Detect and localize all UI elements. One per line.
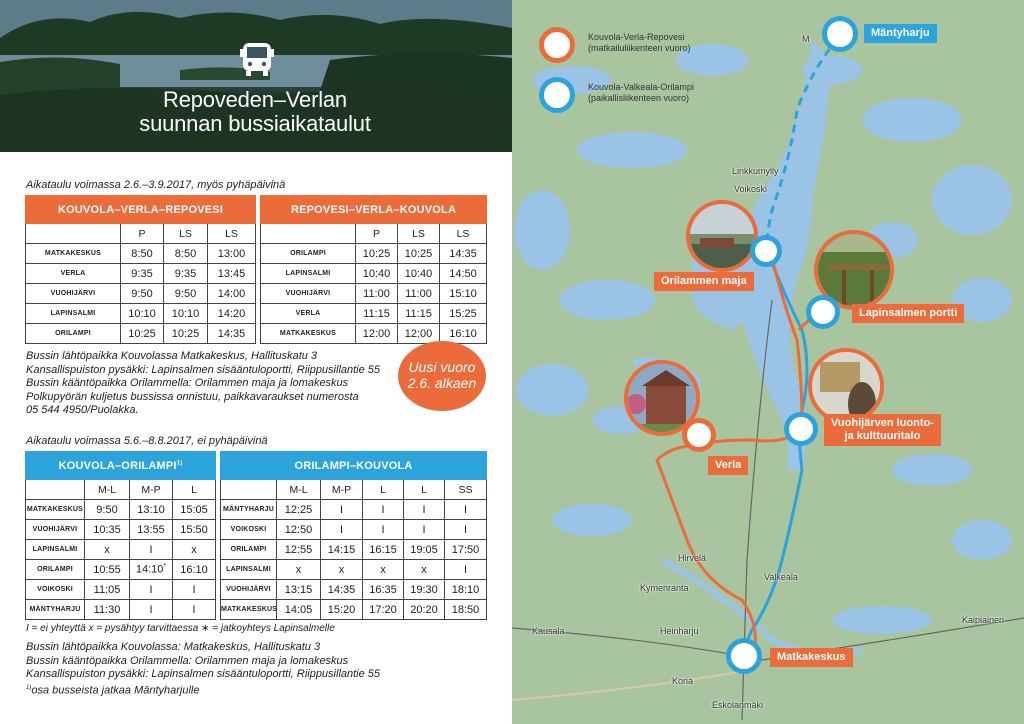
departure-time <box>440 264 487 284</box>
note-line: Bussin kääntöpaikka Orilammella: Orilammen maja ja lomakeskus <box>26 654 349 667</box>
departure-time <box>130 600 173 620</box>
departure-time-value: 12:00 <box>362 327 391 340</box>
stop-name: ORILAMPI <box>26 324 121 344</box>
departure-time-value: 14:15 <box>327 543 356 556</box>
departure-time <box>173 540 216 560</box>
departure-time <box>173 600 216 620</box>
table-row <box>261 264 487 284</box>
town-hirvela: Hirvelä <box>678 553 707 563</box>
departure-time <box>121 304 164 324</box>
table-row <box>26 244 256 264</box>
departure-time <box>277 520 321 540</box>
departure-time-value: 10:35 <box>93 523 121 536</box>
column-header-row <box>26 224 256 244</box>
departure-time <box>85 520 130 540</box>
departure-time-value: 15:50 <box>180 523 208 536</box>
departure-time-value: 15:05 <box>180 503 208 516</box>
departure-time-value: 13:45 <box>217 267 246 280</box>
stop-name: MATKAKESKUS <box>26 500 85 520</box>
departure-time <box>277 560 321 580</box>
stop-label-matkakeskus[interactable]: Matkakeskus <box>770 648 853 667</box>
title-line-1: Repoveden–Verlan <box>163 87 347 112</box>
stop-name: VUOHIJÄRVI <box>26 520 85 540</box>
stop-label-lapinsalmen-portti[interactable]: Lapinsalmen portti <box>852 304 964 323</box>
departure-time-value: I <box>149 543 153 556</box>
departure-time <box>277 540 321 560</box>
route-orange <box>657 250 802 655</box>
legend-blue-circle <box>539 77 575 113</box>
departure-time <box>277 500 321 520</box>
departure-time-value: 14:10 <box>135 563 164 576</box>
departure-time <box>208 284 256 304</box>
legend-blue-line-1: Kouvola-Valkeala-Orilampi <box>588 82 694 92</box>
departure-time <box>277 580 321 600</box>
departure-time <box>121 324 164 344</box>
table-row <box>26 600 216 620</box>
stop-ring-lapinsalmi[interactable] <box>806 295 840 329</box>
departure-time <box>164 264 208 284</box>
table-row <box>221 600 487 620</box>
departure-time-value: 16:15 <box>369 543 397 556</box>
table-row <box>26 324 256 344</box>
departure-time <box>445 540 487 560</box>
table-title <box>26 452 216 480</box>
town-eskolanmaki: Eskolanmäki <box>712 700 764 710</box>
route-dashed-mantyharju <box>767 38 838 250</box>
departure-time <box>208 304 256 324</box>
departure-time <box>121 264 164 284</box>
departure-time <box>173 560 216 580</box>
stop-label-vuohijarvi-line-1: Vuohijärven luonto- <box>831 417 934 429</box>
column-header: L <box>173 480 216 500</box>
stop-name: LAPINSALMI <box>221 560 277 580</box>
table-row <box>261 304 487 324</box>
departure-time-value: 14:20 <box>217 307 246 320</box>
departure-time-value: 10:55 <box>93 563 121 576</box>
departure-time-value: 9:35 <box>174 267 197 280</box>
legend-orange-line-1: Kouvola-Verla-Repovesi <box>588 32 685 42</box>
departure-time <box>121 284 164 304</box>
connection-mark: * <box>163 563 167 571</box>
column-header: LS <box>208 224 256 244</box>
departure-time <box>398 324 440 344</box>
column-header-empty <box>261 224 356 244</box>
departure-time-value: 10:25 <box>362 247 391 260</box>
table-title: REPOVESI–VERLA–KOUVOLA <box>261 196 487 224</box>
badge-line-2: 2.6. alkaen <box>407 375 477 391</box>
column-header: LS <box>440 224 487 244</box>
column-header-row <box>221 480 487 500</box>
departure-time-value: I <box>381 503 385 516</box>
stop-name: ORILAMPI <box>221 540 277 560</box>
footnote <box>26 682 200 698</box>
town-mantyharju-small: M <box>802 34 810 44</box>
footnote-mark: 1) <box>26 685 32 691</box>
table-row <box>221 520 487 540</box>
departure-time-value: x <box>421 563 427 576</box>
legend-blue-line-2: (paikallisliikenteen vuoro) <box>588 93 690 103</box>
departure-time <box>130 520 173 540</box>
departure-time-value: 15:25 <box>449 307 477 320</box>
departure-time <box>398 244 440 264</box>
table-row <box>261 324 487 344</box>
departure-time-value: 13:15 <box>284 583 313 596</box>
departure-time-value: I <box>463 523 468 536</box>
table-row <box>26 284 256 304</box>
departure-time <box>363 560 404 580</box>
departure-time-value: 14:00 <box>217 287 246 300</box>
town-koria: Koria <box>672 676 694 686</box>
departure-time-value: 10:40 <box>404 267 433 280</box>
departure-time <box>130 580 173 600</box>
departure-time <box>164 304 208 324</box>
departure-time-value: 20:20 <box>410 603 438 616</box>
stop-name: VUOHIJÄRVI <box>221 580 277 600</box>
table-title: KOUVOLA–VERLA–REPOVESI <box>26 196 256 224</box>
stop-label-vuohijarvi[interactable] <box>824 414 941 446</box>
column-header: M-P <box>130 480 173 500</box>
departure-time <box>363 520 404 540</box>
departure-time-value: 10:25 <box>171 327 200 340</box>
column-header: LS <box>164 224 208 244</box>
departure-time <box>85 580 130 600</box>
stop-name: LAPINSALMI <box>26 304 121 324</box>
departure-time-value: I <box>192 603 196 616</box>
stop-ring-verla[interactable] <box>682 418 716 452</box>
departure-time <box>321 560 363 580</box>
departure-time-value: x <box>295 563 302 576</box>
departure-time-value: x <box>380 563 386 576</box>
town-valkeala: Valkeala <box>764 572 798 582</box>
stop-name: VUOHIJÄRVI <box>261 284 356 304</box>
table-row <box>221 540 487 560</box>
note-line: Bussin lähtöpaikka Kouvolassa: Matkakeskus, Hallituskatu 3 <box>26 641 321 653</box>
departure-time-value: 15:10 <box>449 287 477 300</box>
departure-time <box>321 520 363 540</box>
column-header-row <box>261 224 487 244</box>
stop-ring-orilampi[interactable] <box>750 235 782 267</box>
table-row <box>261 244 487 264</box>
bus-icon <box>240 40 274 78</box>
note-line: Kansallispuiston pysäkki: Lapinsalmen sisääntuloportti, Riippusillantie 55 <box>26 668 381 681</box>
route-blue <box>745 250 807 660</box>
departure-time <box>321 540 363 560</box>
departure-time <box>321 580 363 600</box>
schedule1-notes <box>26 350 380 418</box>
departure-time-value: 17:20 <box>369 603 397 616</box>
departure-time-value: 14:35 <box>449 247 477 260</box>
town-kaipiainen: Kaipiainen <box>962 615 1005 625</box>
departure-time-value: I <box>422 523 426 536</box>
stop-label-verla[interactable]: Verla <box>708 456 748 475</box>
town-linkkumylly: Linkkumylly <box>732 166 779 176</box>
departure-time <box>208 244 256 264</box>
header-banner <box>0 0 512 152</box>
stop-name: MÄNTYHARJU <box>26 600 85 620</box>
departure-time-value: 10:25 <box>404 247 433 260</box>
departure-time-value: x <box>338 563 345 576</box>
footnote-text: osa busseista jatkaa Mäntyharjulle <box>31 684 200 697</box>
column-header: SS <box>445 480 487 500</box>
departure-time-value: 18:10 <box>451 583 480 596</box>
departure-time-value: 13:00 <box>217 247 246 260</box>
table-row <box>221 500 487 520</box>
legend-orange-line-2: (matkailuliikenteen vuoro) <box>588 43 691 53</box>
departure-time-value: 14:50 <box>449 267 477 280</box>
route-map <box>512 0 1024 724</box>
departure-time <box>363 580 404 600</box>
departure-time-value: 10:25 <box>128 327 156 340</box>
route-lines <box>512 0 1024 724</box>
departure-time-value: 10:10 <box>128 307 156 320</box>
departure-time-value: 9:50 <box>131 287 153 300</box>
timetable-orilampi-kouvola <box>220 451 487 620</box>
stop-name: VOIKOSKI <box>26 580 85 600</box>
stop-name: VERLA <box>26 264 121 284</box>
departure-time-value: I <box>422 503 426 516</box>
departure-time <box>356 324 398 344</box>
departure-time-value: I <box>463 563 468 576</box>
title-line-2: suunnan bussiaikataulut <box>139 111 371 136</box>
stop-name: VUOHIJÄRVI <box>26 284 121 304</box>
departure-time-value: I <box>381 523 385 536</box>
departure-time-value: 17:50 <box>451 543 480 556</box>
departure-time <box>363 600 404 620</box>
departure-time-value: 14:35 <box>327 583 356 596</box>
departure-time <box>130 540 173 560</box>
departure-time <box>121 244 164 264</box>
departure-time <box>321 600 363 620</box>
departure-time <box>321 500 363 520</box>
departure-time-value: 11:00 <box>405 287 432 300</box>
departure-time-value: I <box>339 503 344 516</box>
stop-name: LAPINSALMI <box>261 264 356 284</box>
table-row <box>26 264 256 284</box>
departure-time-value: 13:55 <box>137 523 165 536</box>
departure-time <box>404 500 445 520</box>
departure-time <box>404 580 445 600</box>
departure-time <box>164 284 208 304</box>
table-row <box>26 580 216 600</box>
stop-ring-matkakeskus[interactable] <box>726 638 762 674</box>
departure-time <box>173 520 216 540</box>
stop-label-orilammen-maja[interactable]: Orilammen maja <box>654 272 754 291</box>
departure-time-value: 13:10 <box>137 503 165 516</box>
departure-time <box>440 284 487 304</box>
column-header-empty <box>26 224 121 244</box>
stop-ring-vuohijarvi[interactable] <box>784 412 818 446</box>
departure-time <box>130 560 173 580</box>
table-title: ORILAMPI–KOUVOLA <box>221 452 487 480</box>
departure-time-value: 9:50 <box>96 503 118 516</box>
departure-time-value: 16:10 <box>449 327 477 340</box>
departure-time-value: 8:50 <box>131 247 153 260</box>
stop-name: MATKAKESKUS <box>261 324 356 344</box>
table-title-text: KOUVOLA–ORILAMPI <box>58 459 177 472</box>
departure-time-value: 11:15 <box>405 307 432 320</box>
departure-time <box>404 600 445 620</box>
new-route-badge <box>398 341 486 411</box>
departure-time <box>130 500 173 520</box>
legend-orange <box>588 32 691 54</box>
departure-time-value: 10:40 <box>362 267 391 280</box>
town-kausala: Kausala <box>532 626 565 636</box>
departure-time <box>356 264 398 284</box>
departure-time-value: 11:00 <box>363 287 390 300</box>
column-header-row <box>26 480 216 500</box>
departure-time <box>356 304 398 324</box>
departure-time <box>85 540 130 560</box>
departure-time-value: I <box>149 583 153 596</box>
badge-line-1: Uusi vuoro <box>408 359 476 375</box>
note-line: Polkupyörän kuljetus bussissa onnistuu, paikkavaraukset numerosta <box>26 390 359 403</box>
column-header-empty <box>221 480 277 500</box>
departure-time <box>173 500 216 520</box>
column-header: P <box>121 224 164 244</box>
departure-time-value: 16:35 <box>369 583 397 596</box>
timetable-kouvola-orilampi <box>25 451 216 620</box>
photo-vuohijarvi <box>808 348 884 424</box>
departure-time-value: 14:35 <box>217 327 246 340</box>
note-line: Kansallispuiston pysäkki: Lapinsalmen sisääntuloportti, Riippusillantie 55 <box>26 363 381 376</box>
timetable-repovesi-verla-kouvola <box>260 195 487 344</box>
legend-orange-circle <box>539 27 575 63</box>
departure-time <box>445 520 487 540</box>
departure-time-value: I <box>192 583 196 596</box>
table-row <box>26 540 216 560</box>
stop-name: ORILAMPI <box>261 244 356 264</box>
table-row <box>26 304 256 324</box>
table-row <box>26 520 216 540</box>
table-row <box>221 580 487 600</box>
departure-time-value: 10:10 <box>171 307 200 320</box>
departure-time <box>164 244 208 264</box>
departure-time-value: 18:50 <box>451 603 480 616</box>
departure-time <box>277 600 321 620</box>
departure-time <box>164 324 208 344</box>
stop-ring-mantyharju[interactable] <box>822 16 858 52</box>
departure-time <box>208 264 256 284</box>
departure-time-value: 12:50 <box>284 523 313 536</box>
departure-time-value: I <box>463 503 468 516</box>
departure-time <box>173 580 216 600</box>
column-header-empty <box>26 480 85 500</box>
note-line: Bussin lähtöpaikka Kouvolassa Matkakeskus, Hallituskatu 3 <box>26 350 318 362</box>
departure-time-value: 16:10 <box>180 563 208 576</box>
table-row <box>26 500 216 520</box>
column-header: LS <box>398 224 440 244</box>
departure-time <box>85 600 130 620</box>
timetable-kouvola-verla-repovesi <box>25 195 256 344</box>
schedule2-notes <box>26 641 380 682</box>
departure-time <box>363 540 404 560</box>
column-header: L <box>363 480 404 500</box>
departure-time-value: 11:05 <box>93 583 121 596</box>
departure-time <box>398 304 440 324</box>
schedule2-validity: Aikataulu voimassa 5.6.–8.8.2017, ei pyhäpäivinä <box>26 435 268 447</box>
note-line: Bussin kääntöpaikka Orilammella: Orilammen maja ja lomakeskus <box>26 377 349 390</box>
legend-blue <box>588 82 694 104</box>
town-kymenranta: Kymenranta <box>640 583 689 593</box>
departure-time-value: 12:55 <box>284 543 313 556</box>
symbol-legend: I = ei yhteyttä x = pysähtyy tarvittaessa ∗ = jatkoyhteys Lapinsalmelle <box>26 623 335 634</box>
schedule1-validity: Aikataulu voimassa 2.6.–3.9.2017, myös pyhäpäivinä <box>26 179 286 191</box>
page-title <box>90 88 420 136</box>
departure-time-value: 15:20 <box>327 603 356 616</box>
departure-time <box>404 560 445 580</box>
column-header: L <box>404 480 445 500</box>
departure-time <box>445 580 487 600</box>
stop-name: MATKAKESKUS <box>221 600 277 620</box>
departure-time <box>445 500 487 520</box>
town-voikoski: Voikoski <box>734 184 768 194</box>
departure-time <box>356 284 398 304</box>
departure-time <box>398 264 440 284</box>
departure-time <box>445 600 487 620</box>
column-header: P <box>356 224 398 244</box>
departure-time-value: 11:30 <box>93 603 121 616</box>
stop-name: MÄNTYHARJU <box>221 500 277 520</box>
departure-time <box>398 284 440 304</box>
departure-time <box>208 324 256 344</box>
departure-time-value: 11:15 <box>363 307 390 320</box>
departure-time-value: 9:35 <box>131 267 153 280</box>
column-header: M-L <box>85 480 130 500</box>
table-row <box>261 284 487 304</box>
departure-time <box>440 244 487 264</box>
departure-time-value: 12:25 <box>284 503 313 516</box>
column-header: M-P <box>321 480 363 500</box>
departure-time <box>440 304 487 324</box>
departure-time-value: x <box>104 543 110 556</box>
table-title-footnote-mark: 1) <box>176 459 183 466</box>
departure-time <box>356 244 398 264</box>
departure-time-value: 19:30 <box>410 583 438 596</box>
stop-name: LAPINSALMI <box>26 540 85 560</box>
departure-time-value: I <box>149 603 153 616</box>
departure-time <box>404 540 445 560</box>
departure-time <box>85 500 130 520</box>
departure-time-value: x <box>191 543 197 556</box>
stop-name: VOIKOSKI <box>221 520 277 540</box>
town-heinharju: Heinharju <box>660 626 699 636</box>
departure-time-value: 9:50 <box>174 287 197 300</box>
stop-name: VERLA <box>261 304 356 324</box>
note-line: 05 544 4950/Puolakka. <box>26 404 139 417</box>
departure-time-value: 8:50 <box>174 247 197 260</box>
stop-label-vuohijarvi-line-2: ja kulttuuritalo <box>844 430 921 442</box>
departure-time <box>445 560 487 580</box>
column-header: M-L <box>277 480 321 500</box>
departure-time <box>404 520 445 540</box>
departure-time <box>363 500 404 520</box>
stop-name: ORILAMPI <box>26 560 85 580</box>
table-row <box>26 560 216 580</box>
departure-time-value: 14:05 <box>284 603 313 616</box>
departure-time-value: 19:05 <box>410 543 438 556</box>
departure-time-value: 12:00 <box>404 327 433 340</box>
table-row <box>221 560 487 580</box>
stop-name: MATKAKESKUS <box>26 244 121 264</box>
departure-time <box>85 560 130 580</box>
photo-orilammen-maja <box>686 200 758 272</box>
departure-time-value: I <box>339 523 344 536</box>
stop-label-mantyharju[interactable]: Mäntyharju <box>864 24 937 43</box>
